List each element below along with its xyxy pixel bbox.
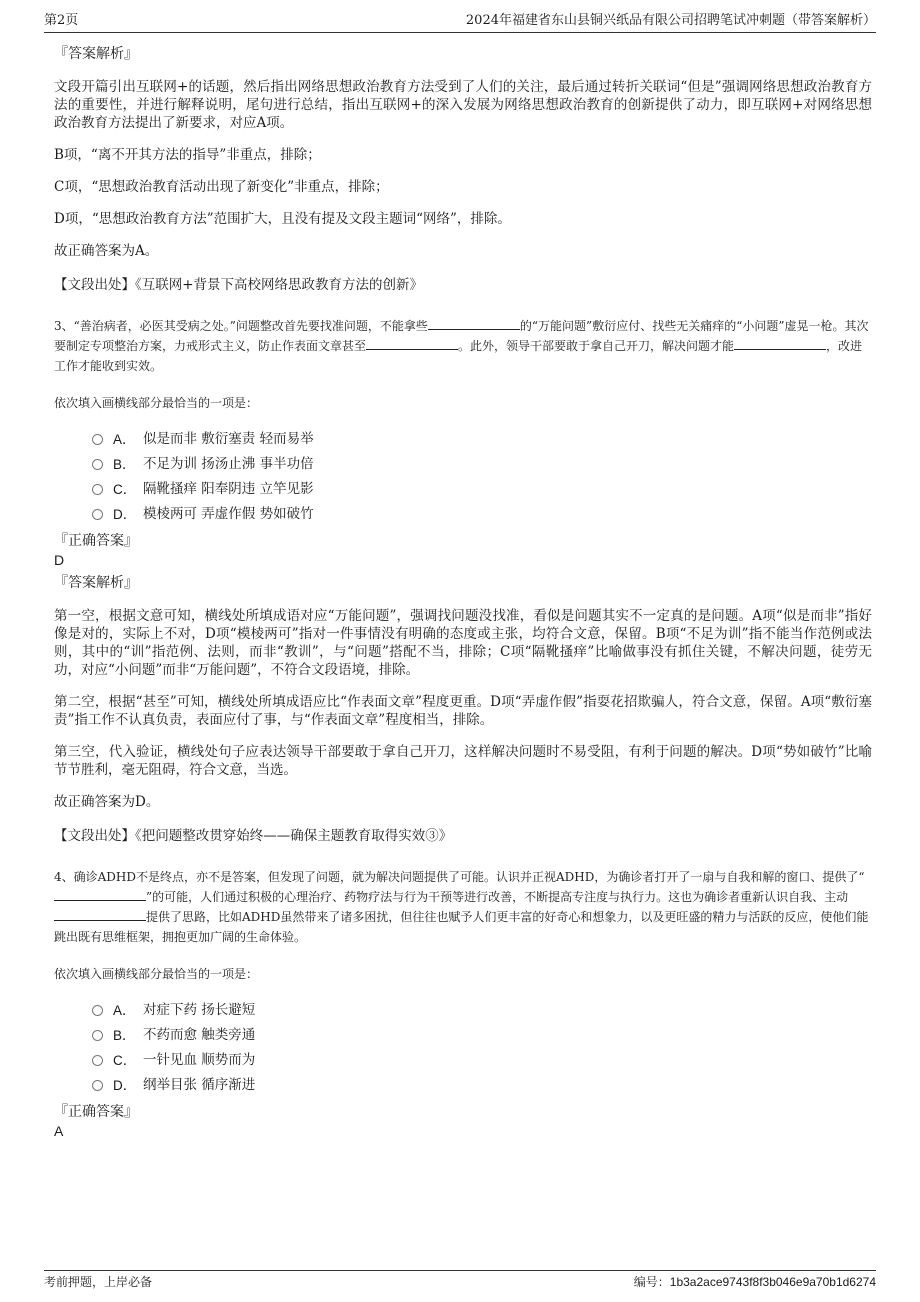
page-header (44, 10, 876, 33)
option-label: A． (113, 432, 136, 447)
option-c[interactable] (92, 477, 872, 502)
footer-slogan: 考前押题，上岸必备 (44, 1275, 153, 1289)
option-text: 不药而愈 触类旁通 (143, 1027, 256, 1043)
option-a[interactable] (92, 427, 872, 452)
option-a[interactable] (92, 998, 872, 1023)
analysis-conclusion: 故正确答案为D。 (54, 794, 160, 810)
document-id: 编号：1b3a2ace9743f8f3b046e9a70b1d6274 (633, 1275, 876, 1289)
radio-button-icon[interactable] (92, 434, 103, 445)
option-label: C． (113, 482, 137, 497)
option-b[interactable] (92, 1023, 872, 1048)
analysis-tag: 『答案解析』 (54, 575, 138, 591)
question-prompt: 依次填入画横线部分最恰当的一项是： (54, 396, 259, 410)
question-2-analysis (54, 44, 872, 294)
fill-blank (366, 337, 458, 350)
option-text: 一针见血 顺势而为 (143, 1052, 256, 1068)
radio-button-icon[interactable] (92, 1080, 103, 1091)
correct-answer-tag: 『正确答案』 (54, 1104, 138, 1120)
stem-text: 4、确诊ADHD不是终点，亦不是答案，但发现了问题，就为解决问题提供了可能。认识并正视ADHD，为确诊者打开了一扇与自我和解的窗口、提供了“ (54, 870, 865, 884)
radio-button-icon[interactable] (92, 1030, 103, 1041)
radio-button-icon[interactable] (92, 1055, 103, 1066)
option-text: 对症下药 扬长避短 (143, 1002, 256, 1018)
option-text: 似是而非 敷衍塞责 轻而易举 (143, 431, 314, 447)
source-citation: 【文段出处】《把问题整改贯穿始终——确保主题教育取得实效③》 (54, 828, 453, 844)
stem-text: 。此外，领导干部要敢于拿自己开刀，解决问题才能 (458, 339, 735, 353)
page-number: 第2页 (44, 13, 79, 28)
question-3 (54, 316, 872, 845)
stem-text: 提供了思路，比如ADHD虽然带来了诸多困扰，但往往也赋予人们更丰富的好奇心和想象力，以及更旺盛的精力与活跃的反应，使他们能跳出既有思维框架，拥抱更加广阔的生命体验。 (54, 910, 869, 944)
question-stem (54, 316, 872, 376)
page-footer (44, 1270, 876, 1291)
correct-answer: A (54, 1123, 64, 1139)
stem-text: 的“万能问题”敷衍应付、找些无关痛痒的“小问题”虚晃一枪。其次要制定专项整治方案，力戒形式主义，防止作表面文章甚至 (54, 319, 869, 353)
radio-button-icon[interactable] (92, 509, 103, 520)
analysis-paragraph: 第二空，根据“甚至”可知，横线处所填成语应比“作表面文章”程度更重。D项“弄虚作假”指耍花招欺骗人，符合文意，保留。A项“敷衍塞责”指工作不认真负责，表面应付了事，与“作表面文章”程度相当，排除。 (54, 694, 872, 728)
option-c[interactable] (92, 1048, 872, 1073)
option-text: 模棱两可 弄虚作假 势如破竹 (143, 506, 314, 522)
stem-text: ”的可能，人们通过积极的心理治疗、药物疗法与行为干预等进行改善，不断提高专注度与执行力。这也为确诊者重新认识自我、主动 (146, 890, 849, 904)
correct-answer-tag: 『正确答案』 (54, 533, 138, 549)
option-b[interactable] (92, 452, 872, 477)
option-list (92, 427, 872, 527)
option-label: C． (113, 1053, 137, 1068)
question-4 (54, 867, 872, 1140)
option-list (92, 998, 872, 1098)
option-label: D． (113, 507, 137, 522)
radio-button-icon[interactable] (92, 484, 103, 495)
question-stem (54, 867, 872, 947)
analysis-tag: 『答案解析』 (54, 46, 138, 62)
option-text: 纲举目张 循序渐进 (143, 1077, 256, 1093)
analysis-paragraph: 文段开篇引出互联网+的话题，然后指出网络思想政治教育方法受到了人们的关注，最后通过转折关联词“但是”强调网络思想政治教育方法的重要性，并进行解释说明，尾句进行总结，指出互联网+的深入发展为网络思想政治教育的创新提供了动力，即互联网+对网络思想政治教育方法提出了新要求，对应A项。 (54, 79, 872, 131)
analysis-paragraph: 第三空，代入验证，横线处句子应表达领导干部要敢于拿自己开刀，这样解决问题时不易受阻，有利于问题的解决。D项“势如破竹”比喻节节胜利，毫无阻碍，符合文意，当选。 (54, 744, 872, 778)
option-label: B． (113, 457, 136, 472)
correct-answer: D (54, 552, 65, 568)
fill-blank (54, 888, 146, 901)
stem-text: 3、“善治病者，必医其受病之处。”问题整改首先要找准问题，不能拿些 (54, 319, 428, 333)
fill-blank (734, 337, 826, 350)
option-text: 不足为训 扬汤止沸 事半功倍 (143, 456, 314, 472)
option-d[interactable] (92, 1073, 872, 1098)
option-label: D． (113, 1078, 137, 1093)
option-d[interactable] (92, 502, 872, 527)
fill-blank (54, 908, 146, 921)
document-body (54, 40, 872, 1140)
radio-button-icon[interactable] (92, 459, 103, 470)
fill-blank (428, 317, 520, 330)
radio-button-icon[interactable] (92, 1005, 103, 1016)
option-label: A． (113, 1003, 136, 1018)
analysis-paragraph: B项，“离不开其方法的指导”非重点，排除； (54, 147, 321, 163)
option-label: B． (113, 1028, 136, 1043)
source-citation: 【文段出处】《互联网+背景下高校网络思政教育方法的创新》 (54, 277, 424, 293)
option-text: 隔靴搔痒 阳奉阴违 立竿见影 (143, 481, 314, 497)
analysis-paragraph: D项，“思想政治教育方法”范围扩大，且没有提及文段主题词“网络”，排除。 (54, 211, 511, 227)
stem-text: ，改进工作才能收到实效。 (54, 339, 863, 373)
analysis-paragraph: C项，“思想政治教育活动出现了新变化”非重点，排除； (54, 179, 389, 195)
question-prompt: 依次填入画横线部分最恰当的一项是： (54, 967, 259, 981)
document-title: 2024年福建省东山县铜兴纸品有限公司招聘笔试冲刺题（带答案解析） (465, 13, 876, 28)
analysis-paragraph: 第一空，根据文意可知，横线处所填成语对应“万能问题”，强调找问题没找准，看似是问题其实不一定真的是问题。A项“似是而非”指好像是对的，实际上不对，D项“模棱两可”指对一件事情没有明确的态度或主张，均符合文意，保留。B项“不足为训”指不能当作范例或法则，其中的“训”指范例、法则，而非“教训”，与“问题”搭配不当，排除；C项“隔靴搔痒”比喻做事没有抓住关键，不解决问题，徒劳无功，对应“小问题”而非“万能问题”，不符合文段语境，排除。 (54, 608, 872, 678)
analysis-conclusion: 故正确答案为A。 (54, 243, 159, 259)
